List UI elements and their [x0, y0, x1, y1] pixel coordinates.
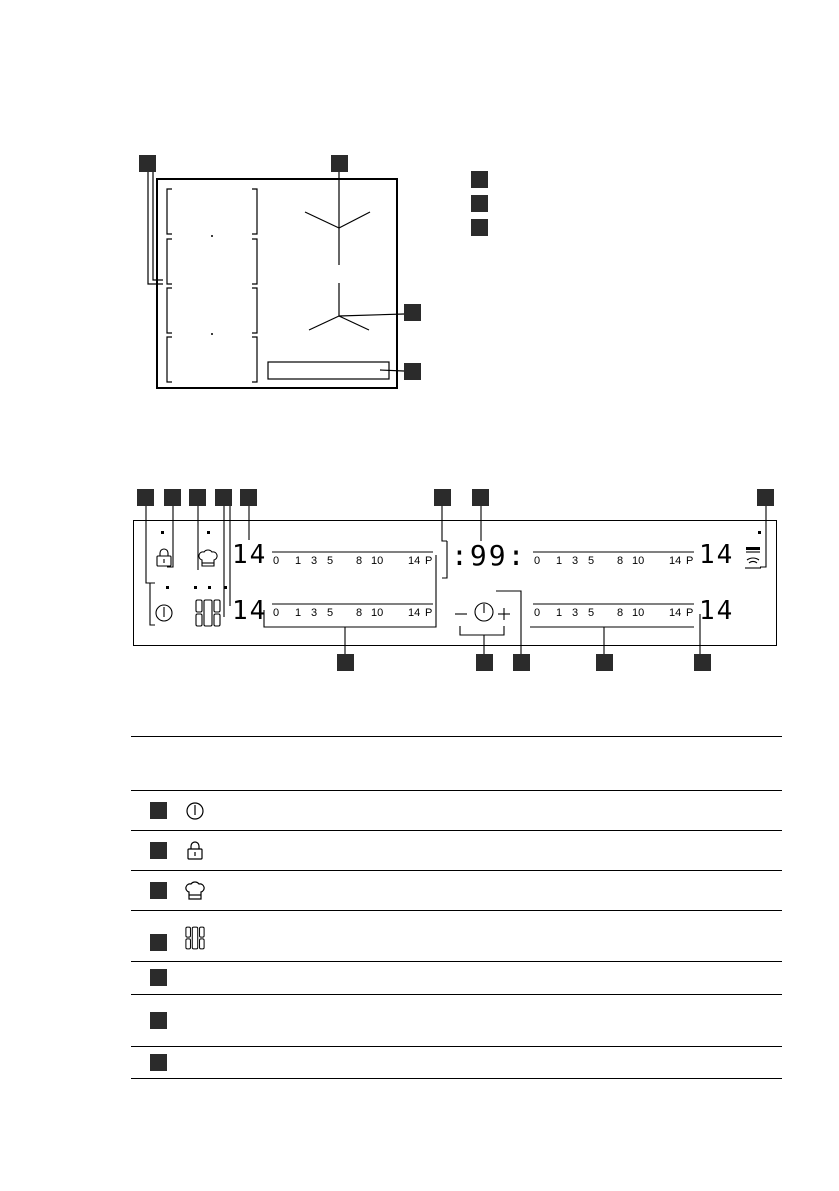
power-icon: [185, 801, 205, 821]
scale-label: 0: [273, 607, 280, 619]
scale-label: 8: [356, 555, 363, 567]
table-row: [131, 995, 782, 1047]
left-top-power-display: 14: [232, 540, 268, 570]
scale-label: 1: [295, 555, 302, 567]
left-bottom-power-display: 14: [232, 596, 268, 626]
timer-display: :99:: [451, 539, 527, 572]
power-icon[interactable]: [153, 602, 175, 624]
row-marker: [150, 882, 167, 899]
scale-label: P: [425, 607, 433, 619]
scale-label: 0: [534, 555, 541, 567]
timer-plus-button[interactable]: [496, 606, 514, 622]
scale-label: 1: [556, 555, 563, 567]
row-marker: [150, 802, 167, 819]
scale-label: 3: [311, 607, 318, 619]
reference-table: [131, 736, 782, 1079]
scale-label: 3: [572, 555, 579, 567]
chef-hat-icon: [185, 881, 205, 901]
scale-label: 3: [572, 607, 579, 619]
table-row: [131, 1047, 782, 1079]
right-bottom-power-display: 14: [699, 596, 735, 626]
slider-right-top[interactable]: [531, 555, 699, 569]
table-row: [131, 962, 782, 995]
lock-icon[interactable]: [154, 548, 174, 568]
scale-label: 10: [371, 607, 384, 619]
scale-label: 1: [295, 607, 302, 619]
table-row: [131, 871, 782, 911]
row-marker: [150, 1054, 167, 1071]
scale-label: 14: [408, 607, 421, 619]
scale-label: 8: [356, 607, 363, 619]
slider-left-top[interactable]: [270, 555, 438, 569]
scale-label: 0: [273, 555, 280, 567]
scale-label: 3: [311, 555, 318, 567]
row-marker: [150, 1012, 167, 1029]
timer-minus-button[interactable]: [452, 606, 470, 622]
slider-right-bottom[interactable]: [531, 607, 699, 621]
scale-label: 5: [327, 555, 334, 567]
scale-label: 5: [588, 607, 595, 619]
scale-label: 1: [556, 607, 563, 619]
row-marker: [150, 934, 167, 951]
scale-label: 10: [632, 555, 645, 567]
scale-label: 8: [617, 607, 624, 619]
chef-hat-icon[interactable]: [199, 548, 219, 568]
right-top-power-display: 14: [699, 540, 735, 570]
scale-label: 8: [617, 555, 624, 567]
table-header: [131, 737, 782, 791]
bridge-zones-icon: [185, 926, 205, 950]
scale-label: P: [686, 555, 694, 567]
scale-label: 14: [408, 555, 421, 567]
table-header-row: [131, 737, 782, 791]
scale-label: P: [425, 555, 433, 567]
row-marker: [150, 842, 167, 859]
table-row: [131, 831, 782, 871]
scale-label: 14: [669, 607, 682, 619]
hood-connection-icon[interactable]: [744, 545, 762, 569]
scale-label: 5: [588, 555, 595, 567]
scale-label: P: [686, 607, 694, 619]
table-row: [131, 791, 782, 831]
bridge-zones-icon[interactable]: [195, 599, 221, 627]
timer-icon[interactable]: [474, 602, 494, 622]
scale-label: 10: [371, 555, 384, 567]
scale-label: 0: [534, 607, 541, 619]
table-row: [131, 911, 782, 962]
scale-label: 10: [632, 607, 645, 619]
slider-left-bottom[interactable]: [270, 607, 438, 621]
lock-icon: [185, 841, 205, 861]
scale-label: 5: [327, 607, 334, 619]
row-marker: [150, 969, 167, 986]
scale-label: 14: [669, 555, 682, 567]
